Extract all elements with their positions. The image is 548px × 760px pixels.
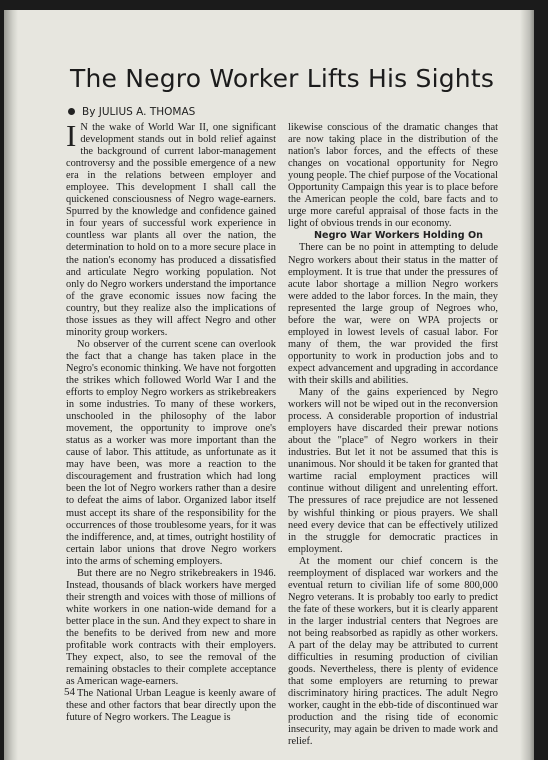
article-title: The Negro Worker Lifts His Sights <box>70 64 495 93</box>
paragraph: The National Urban League is keenly aware of these and other factors that bear directly upon the future of Negro workers. The League is <box>66 688 276 724</box>
article-byline <box>68 106 195 118</box>
bullet-icon <box>68 108 75 115</box>
paragraph: There can be no point in attempting to delude Negro workers about their status in the matter of employment. It is true that under the pressures of acute labor shortage a million Negro workers were added to the labor forces. In the main, they represented the large group of Negroes who, before the war, were on WPA projects or employed in lowest levels of casual labor. For many of them, the war provided the first opportunity to work in production jobs and to expect advancement and upgrading in accordance with their skills and abilities. <box>288 242 498 386</box>
paragraph: But there are no Negro strikebreakers in 1946. Instead, thousands of black workers have merged their strength and voices with those of millions of white workers in one nation-wide demand for a better place in the sun. And they expect to share in the benefits to be derived from new and more profitable work contracts with their employers. They expect, also, to see the removal of the remaining obstacles to their complete acceptance as American wage-earners. <box>66 567 276 688</box>
page-binding-shadow <box>4 10 18 760</box>
magazine-page <box>4 10 534 760</box>
paragraph: I N the wake of World War II, one significant development stands out in bold relief against the background of current labor-management controversy and the possible emergence of a new era in the relations between employer and employee. This development I shall call the quickened consciousness of Negro wage-earners. Spurred by the knowledge and confidence gained in four years of successful work experience in countless war plants all over the nation, the determination to hold on to a more secure place in the nation's economy has produced a dissatisfied and articulate Negro working population. Not only do Negro workers understand the importance of the grave economic issues now facing the country, but they realize also the implications of those issues as they will affect Negro and other minority group workers. <box>66 118 276 338</box>
paragraph: No observer of the current scene can overlook the fact that a change has taken place in the Negro's economic thinking. We have not forgotten the strikes which followed World War I and the efforts to employ Negro workers as strikebreakers in some industries. To many of these workers, unschooled in the philosophy of the labor movement, the opportunity to improve one's status as a worker was more important than the cause of labor. This attitude, as unfortunate as it may have been, was more a reaction to the discouragement and frustration which had long been the lot of Negro workers rather than a desire to defeat the aims of labor. Organized labor itself must accept its share of the responsibility for the occurrences of those troublesome years, for it was the indifference, and, at times, outright hostility of certain labor unions that drove Negro workers into the arms of scheming employers. <box>66 338 276 567</box>
section-subheading: Negro War Workers Holding On <box>314 230 483 242</box>
byline-text: By JULIUS A. THOMAS <box>82 106 196 118</box>
right-column <box>288 122 498 748</box>
paragraph: Many of the gains experienced by Negro workers will not be wiped out in the reconversion process. A considerable proportion of industrial employers have discarded their prewar notions about the "place" of Negro workers in their industries. But let it not be assumed that this is unanimous. Nor should it be taken for granted that wartime racial employment practices will continue without diligent and unrelenting effort. The pressures of race prejudice are not lessened by wishful thinking or pious prayers. We shall need every device that can be effectively utilized in the struggle for democratic practices in employment. <box>288 387 498 555</box>
paragraph: likewise conscious of the dramatic changes that are now taking place in the distribution of the nation's labor forces, and the effects of these changes on vocational opportunity for Negro young people. The chief purpose of the Vocational Opportunity Campaign this year is to place before the American people the cold, bare facts and to urge more careful appraisal of those facts in the light of obvious trends in our economy. <box>288 122 498 230</box>
left-column <box>66 118 276 724</box>
page-edge-shadow <box>520 10 534 760</box>
drop-cap: I <box>66 118 77 153</box>
paragraph: At the moment our chief concern is the reemployment of displaced war workers and the eventual return to civilian life of some 800,000 Negro veterans. It is probably too early to predict the fate of these workers, but it is clearly apparent in the larger industrial centers that Negroes are not being reabsorbed as rapidly as other workers. A part of the delay may be attributed to current difficulties in resuming production of civilian goods. Nevertheless, there is plenty of evidence that some employers are returning to prewar discriminatory hiring practices. The adult Negro worker, caught in the ebb-tide of discontinued war production and the rising tide of economic insecurity, may again be driven to made work and relief. <box>288 555 498 748</box>
page-number: 54 <box>64 686 75 698</box>
